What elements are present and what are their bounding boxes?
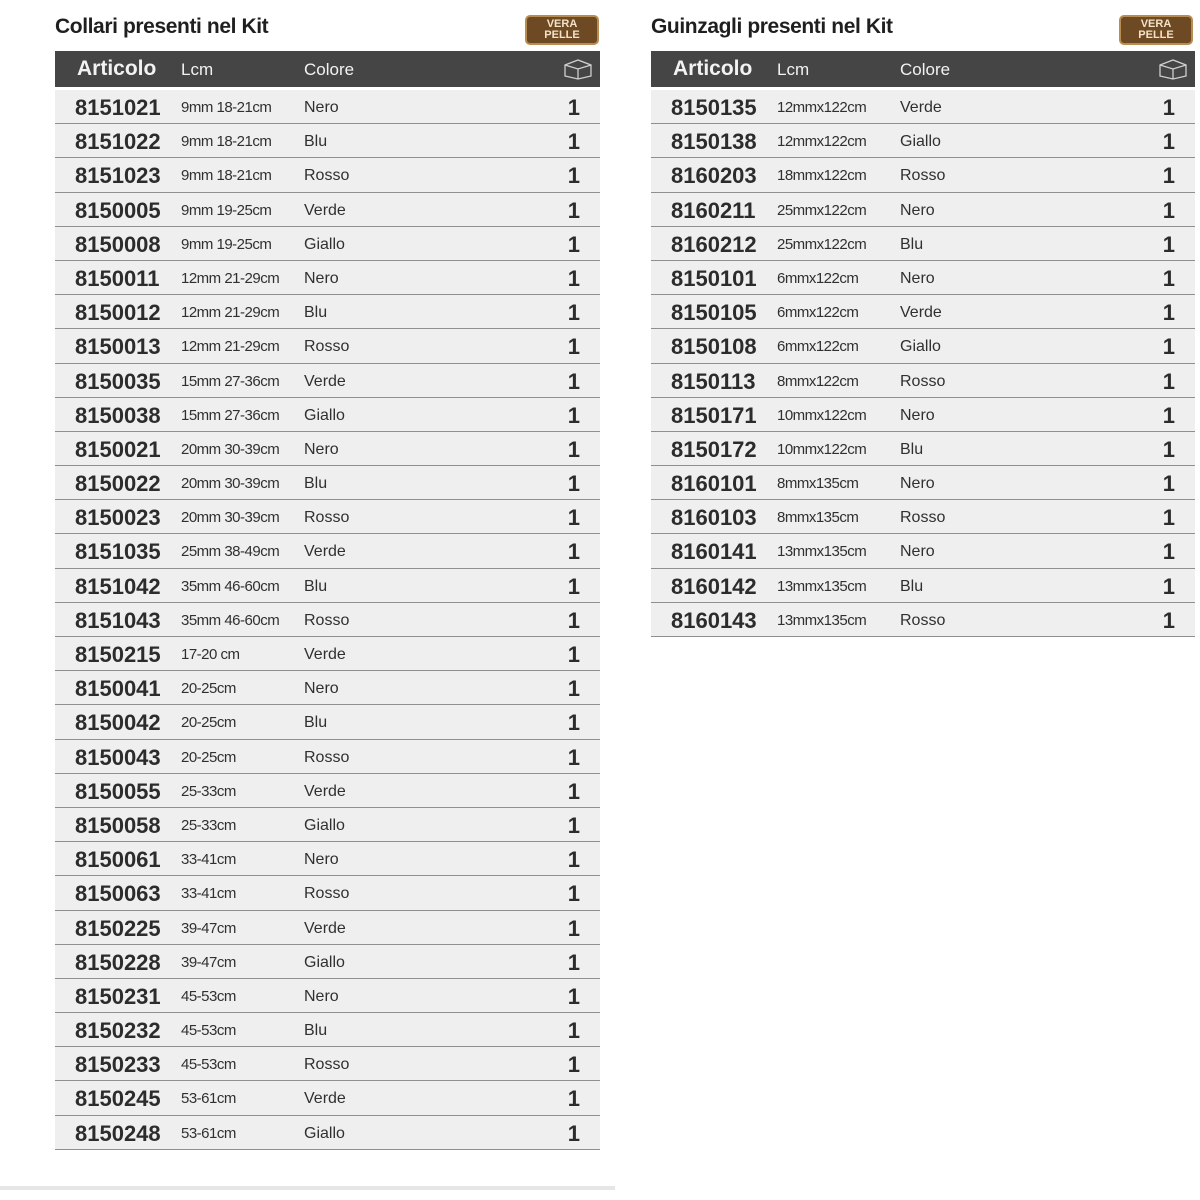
size-value: 6mmx122cm xyxy=(777,338,859,356)
article-code: 8150233 xyxy=(75,1052,161,1078)
article-code: 8150005 xyxy=(75,197,161,223)
table-row xyxy=(55,500,600,534)
table-row xyxy=(55,637,600,671)
article-code: 8150172 xyxy=(671,436,757,462)
quantity-value: 1 xyxy=(567,642,580,667)
table-row xyxy=(55,808,600,842)
color-value: Rosso xyxy=(304,1056,350,1074)
size-value: 15mm 27-36cm xyxy=(181,372,280,390)
size-value: 20-25cm xyxy=(181,680,236,698)
quantity-value: 1 xyxy=(567,1086,580,1112)
color-value: Rosso xyxy=(304,885,350,903)
size-value: 35mm 46-60cm xyxy=(181,577,280,595)
quantity-value: 1 xyxy=(1162,573,1175,599)
table-row xyxy=(55,1013,600,1047)
badge-line-2: PELLE xyxy=(544,29,580,41)
table-row xyxy=(651,466,1195,500)
quantity-value: 1 xyxy=(567,436,580,462)
color-value: Verde xyxy=(900,304,942,322)
article-code: 8151043 xyxy=(75,607,161,633)
article-code: 8160101 xyxy=(671,471,757,497)
color-value: Blu xyxy=(900,440,924,458)
size-value: 15mm 27-36cm xyxy=(181,406,280,424)
guinzagli-title: Guinzagli presenti nel Kit xyxy=(651,15,893,38)
quantity-value: 1 xyxy=(1162,300,1175,326)
size-value: 8mmx135cm xyxy=(777,509,859,527)
article-code: 8150061 xyxy=(75,847,161,873)
color-value: Rosso xyxy=(900,167,946,185)
table-row xyxy=(55,911,600,945)
box-icon xyxy=(1157,57,1189,81)
size-value: 12mm 21-29cm xyxy=(181,304,280,322)
quantity-value: 1 xyxy=(1162,95,1175,120)
article-code: 8150105 xyxy=(671,300,757,326)
size-value: 53-61cm xyxy=(181,1124,236,1142)
quantity-value: 1 xyxy=(567,129,580,155)
color-value: Blu xyxy=(900,235,924,253)
size-value: 9mm 18-21cm xyxy=(181,99,272,116)
table-row xyxy=(651,90,1195,124)
collari-title: Collari presenti nel Kit xyxy=(55,15,269,38)
size-value: 20mm 30-39cm xyxy=(181,509,280,527)
table-row xyxy=(55,1081,600,1115)
table-row xyxy=(55,1116,600,1150)
article-code: 8150215 xyxy=(75,642,161,667)
size-value: 20mm 30-39cm xyxy=(181,475,280,493)
article-code: 8160212 xyxy=(671,231,757,257)
box-icon xyxy=(562,57,594,81)
color-value: Giallo xyxy=(900,133,941,151)
header-lcm: Lcm xyxy=(777,60,810,79)
article-code: 8150225 xyxy=(75,915,161,941)
quantity-value: 1 xyxy=(567,231,580,257)
table-row xyxy=(55,466,600,500)
color-value: Nero xyxy=(900,475,935,493)
article-code: 8150232 xyxy=(75,1018,161,1044)
header-articolo: Articolo xyxy=(673,57,753,80)
size-value: 35mm 46-60cm xyxy=(181,611,280,629)
header-colore: Colore xyxy=(304,60,355,79)
color-value: Giallo xyxy=(304,816,345,834)
size-value: 13mmx135cm xyxy=(777,577,867,595)
quantity-value: 1 xyxy=(567,881,580,907)
table-row xyxy=(55,398,600,432)
article-code: 8150035 xyxy=(75,368,161,394)
table-row xyxy=(651,227,1195,261)
table-row xyxy=(651,295,1195,329)
table-row xyxy=(55,740,600,774)
table-row xyxy=(651,261,1195,295)
article-code: 8150248 xyxy=(75,1120,161,1146)
size-value: 13mmx135cm xyxy=(777,543,867,561)
quantity-value: 1 xyxy=(567,334,580,360)
quantity-value: 1 xyxy=(1162,129,1175,155)
color-value: Giallo xyxy=(304,406,345,424)
quantity-value: 1 xyxy=(567,607,580,633)
quantity-value: 1 xyxy=(567,1052,580,1078)
article-code: 8150041 xyxy=(75,676,161,702)
vera-pelle-badge xyxy=(1119,15,1193,45)
article-code: 8160141 xyxy=(671,539,757,565)
table-row xyxy=(55,876,600,910)
color-value: Blu xyxy=(304,714,328,732)
color-value: Nero xyxy=(304,680,339,698)
guinzagli-table-header xyxy=(651,51,1195,87)
collari-table-header xyxy=(55,51,600,87)
color-value: Verde xyxy=(304,1090,346,1108)
table-row xyxy=(651,329,1195,363)
article-code: 8150063 xyxy=(75,881,161,907)
header-colore: Colore xyxy=(900,60,951,79)
color-value: Giallo xyxy=(900,338,941,356)
table-row xyxy=(55,158,600,192)
color-value: Blu xyxy=(304,304,328,322)
table-row xyxy=(55,842,600,876)
color-value: Verde xyxy=(304,782,346,800)
quantity-value: 1 xyxy=(567,1018,580,1044)
article-code: 8150171 xyxy=(671,402,757,428)
article-code: 8150011 xyxy=(75,265,160,291)
size-value: 10mmx122cm xyxy=(777,406,867,424)
color-value: Verde xyxy=(304,201,346,219)
table-row xyxy=(651,432,1195,466)
quantity-value: 1 xyxy=(567,949,580,975)
size-value: 9mm 19-25cm xyxy=(181,201,272,219)
quantity-value: 1 xyxy=(1162,231,1175,257)
size-value: 33-41cm xyxy=(181,885,236,903)
size-value: 25mm 38-49cm xyxy=(181,543,280,561)
size-value: 12mm 21-29cm xyxy=(181,338,280,356)
table-row xyxy=(55,774,600,808)
color-value: Rosso xyxy=(304,509,350,527)
table-row xyxy=(55,671,600,705)
article-code: 8150108 xyxy=(671,334,757,360)
guinzagli-rows xyxy=(651,90,1195,637)
size-value: 20-25cm xyxy=(181,714,236,732)
color-value: Nero xyxy=(900,201,935,219)
table-row xyxy=(55,979,600,1013)
color-value: Rosso xyxy=(900,509,946,527)
color-value: Nero xyxy=(304,440,339,458)
size-value: 39-47cm xyxy=(181,953,236,971)
quantity-value: 1 xyxy=(567,710,580,736)
divider xyxy=(0,1186,615,1190)
table-row xyxy=(55,534,600,568)
color-value: Rosso xyxy=(900,611,946,629)
quantity-value: 1 xyxy=(1162,402,1175,428)
color-value: Nero xyxy=(900,269,935,287)
article-code: 8150055 xyxy=(75,778,161,804)
quantity-value: 1 xyxy=(1162,265,1175,291)
quantity-value: 1 xyxy=(1162,368,1175,394)
color-value: Nero xyxy=(304,851,339,869)
size-value: 20mm 30-39cm xyxy=(181,440,280,458)
size-value: 12mmx122cm xyxy=(777,133,867,151)
color-value: Verde xyxy=(900,99,942,116)
color-value: Nero xyxy=(304,99,339,116)
badge-line-1: VERA xyxy=(1140,18,1172,30)
color-value: Nero xyxy=(900,543,935,561)
table-row xyxy=(55,90,600,124)
color-value: Nero xyxy=(304,987,339,1005)
size-value: 25-33cm xyxy=(181,782,236,800)
table-row xyxy=(651,500,1195,534)
quantity-value: 1 xyxy=(567,1120,580,1146)
article-code: 8160211 xyxy=(671,197,756,223)
color-value: Rosso xyxy=(304,338,350,356)
article-code: 8150101 xyxy=(671,265,757,291)
size-value: 6mmx122cm xyxy=(777,304,859,322)
quantity-value: 1 xyxy=(567,402,580,428)
quantity-value: 1 xyxy=(1162,163,1175,189)
size-value: 25mmx122cm xyxy=(777,235,867,253)
article-code: 8150021 xyxy=(75,436,161,462)
quantity-value: 1 xyxy=(567,95,580,120)
color-value: Verde xyxy=(304,372,346,390)
badge-line-1: VERA xyxy=(546,18,578,30)
size-value: 9mm 18-21cm xyxy=(181,167,272,185)
table-row xyxy=(651,398,1195,432)
color-value: Giallo xyxy=(304,235,345,253)
badge-line-2: PELLE xyxy=(1138,29,1174,41)
quantity-value: 1 xyxy=(567,676,580,702)
article-code: 8160203 xyxy=(671,163,757,189)
table-row xyxy=(651,534,1195,568)
size-value: 33-41cm xyxy=(181,851,236,869)
size-value: 45-53cm xyxy=(181,1022,236,1040)
color-value: Verde xyxy=(304,646,346,663)
quantity-value: 1 xyxy=(1162,471,1175,497)
article-code: 8150022 xyxy=(75,471,161,497)
article-code: 8150008 xyxy=(75,231,161,257)
color-value: Giallo xyxy=(304,1124,345,1142)
table-row xyxy=(55,295,600,329)
vera-pelle-badge xyxy=(525,15,599,45)
size-value: 6mmx122cm xyxy=(777,269,859,287)
article-code: 8150058 xyxy=(75,812,161,838)
color-value: Nero xyxy=(304,269,339,287)
quantity-value: 1 xyxy=(567,505,580,531)
table-row xyxy=(55,329,600,363)
size-value: 25-33cm xyxy=(181,816,236,834)
size-value: 17-20 cm xyxy=(181,646,240,663)
color-value: Rosso xyxy=(304,748,350,766)
size-value: 9mm 18-21cm xyxy=(181,133,272,151)
size-value: 8mmx122cm xyxy=(777,372,859,390)
quantity-value: 1 xyxy=(567,573,580,599)
color-value: Blu xyxy=(304,1022,328,1040)
article-code: 8150245 xyxy=(75,1086,161,1112)
table-row xyxy=(651,569,1195,603)
article-code: 8151023 xyxy=(75,163,161,189)
quantity-value: 1 xyxy=(567,778,580,804)
quantity-value: 1 xyxy=(1162,539,1175,565)
quantity-value: 1 xyxy=(567,847,580,873)
quantity-value: 1 xyxy=(567,368,580,394)
table-row xyxy=(55,569,600,603)
quantity-value: 1 xyxy=(567,983,580,1009)
article-code: 8151042 xyxy=(75,573,161,599)
color-value: Blu xyxy=(900,577,924,595)
color-value: Blu xyxy=(304,577,328,595)
size-value: 12mm 21-29cm xyxy=(181,269,280,287)
article-code: 8160143 xyxy=(671,607,757,633)
size-value: 13mmx135cm xyxy=(777,611,867,629)
table-row xyxy=(55,227,600,261)
size-value: 18mmx122cm xyxy=(777,167,867,185)
header-articolo: Articolo xyxy=(77,57,157,80)
table-row xyxy=(651,364,1195,398)
quantity-value: 1 xyxy=(567,471,580,497)
article-code: 8150135 xyxy=(671,95,757,120)
article-code: 8150043 xyxy=(75,744,161,770)
size-value: 10mmx122cm xyxy=(777,440,867,458)
size-value: 9mm 19-25cm xyxy=(181,235,272,253)
quantity-value: 1 xyxy=(1162,505,1175,531)
color-value: Verde xyxy=(304,919,346,937)
article-code: 8150042 xyxy=(75,710,161,736)
table-row xyxy=(55,603,600,637)
size-value: 45-53cm xyxy=(181,987,236,1005)
article-code: 8160103 xyxy=(671,505,757,531)
table-row xyxy=(55,432,600,466)
quantity-value: 1 xyxy=(567,744,580,770)
quantity-value: 1 xyxy=(567,163,580,189)
quantity-value: 1 xyxy=(567,197,580,223)
size-value: 53-61cm xyxy=(181,1090,236,1108)
quantity-value: 1 xyxy=(567,915,580,941)
article-code: 8151022 xyxy=(75,129,161,155)
color-value: Rosso xyxy=(304,611,350,629)
article-code: 8150138 xyxy=(671,129,757,155)
quantity-value: 1 xyxy=(567,265,580,291)
color-value: Rosso xyxy=(304,167,350,185)
table-row xyxy=(55,124,600,158)
quantity-value: 1 xyxy=(567,300,580,326)
color-value: Blu xyxy=(304,475,328,493)
article-code: 8150113 xyxy=(671,368,756,394)
article-code: 8150023 xyxy=(75,505,161,531)
table-row xyxy=(55,261,600,295)
collari-rows xyxy=(55,90,600,1150)
table-row xyxy=(651,193,1195,227)
table-row xyxy=(55,1047,600,1081)
article-code: 8150228 xyxy=(75,949,161,975)
article-code: 8160142 xyxy=(671,573,757,599)
article-code: 8150038 xyxy=(75,402,161,428)
size-value: 45-53cm xyxy=(181,1056,236,1074)
article-code: 8150231 xyxy=(75,983,161,1009)
size-value: 39-47cm xyxy=(181,919,236,937)
article-code: 8150013 xyxy=(75,334,161,360)
article-code: 8151035 xyxy=(75,539,161,565)
table-row xyxy=(55,364,600,398)
article-code: 8150012 xyxy=(75,300,161,326)
table-row xyxy=(651,124,1195,158)
quantity-value: 1 xyxy=(1162,334,1175,360)
header-lcm: Lcm xyxy=(181,60,214,79)
size-value: 20-25cm xyxy=(181,748,236,766)
color-value: Nero xyxy=(900,406,935,424)
color-value: Rosso xyxy=(900,372,946,390)
size-value: 12mmx122cm xyxy=(777,99,867,116)
table-row xyxy=(55,705,600,739)
quantity-value: 1 xyxy=(1162,436,1175,462)
color-value: Verde xyxy=(304,543,346,561)
quantity-value: 1 xyxy=(1162,197,1175,223)
table-row xyxy=(651,603,1195,637)
quantity-value: 1 xyxy=(567,539,580,565)
color-value: Giallo xyxy=(304,953,345,971)
quantity-value: 1 xyxy=(567,812,580,838)
table-row xyxy=(55,945,600,979)
color-value: Blu xyxy=(304,133,328,151)
article-code: 8151021 xyxy=(75,95,161,120)
table-row xyxy=(651,158,1195,192)
size-value: 25mmx122cm xyxy=(777,201,867,219)
quantity-value: 1 xyxy=(1162,607,1175,633)
size-value: 8mmx135cm xyxy=(777,475,859,493)
table-row xyxy=(55,193,600,227)
